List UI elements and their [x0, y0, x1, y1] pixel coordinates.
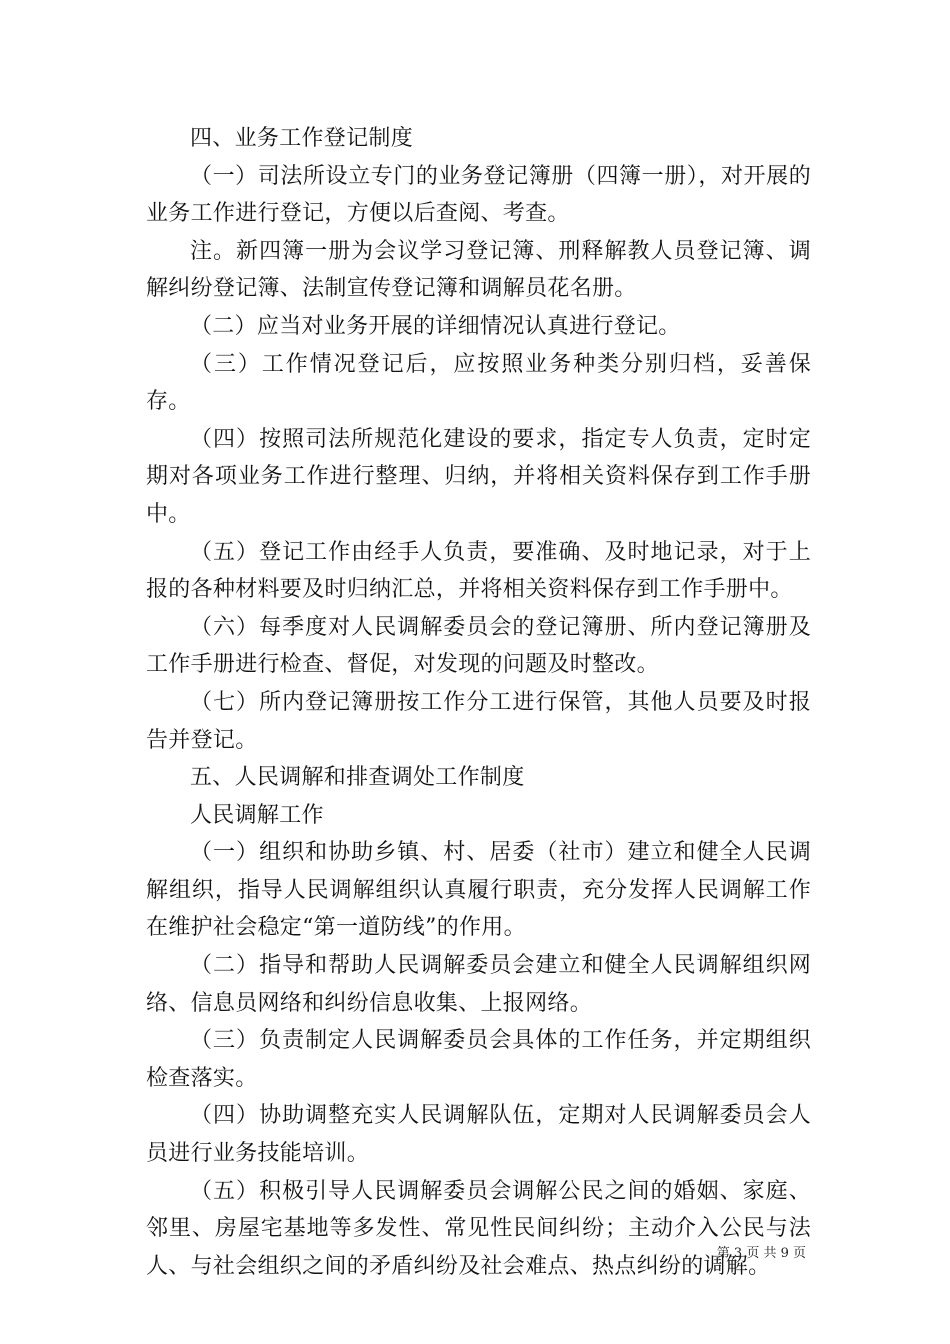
paragraph: （七）所内登记簿册按工作分工进行保管，其他人员要及时报告并登记。	[146, 689, 811, 753]
paragraph: （五）积极引导人民调解委员会调解公民之间的婚姻、家庭、邻里、房屋宅基地等多发性、常见性民间纠纷；主动介入公民与法人、与社会组织之间的矛盾纠纷及社会难点、热点纠纷的调解。	[146, 1178, 811, 1279]
paragraph: （四）按照司法所规范化建设的要求，指定专人负责，定时定期对各项业务工作进行整理、归纳，并将相关资料保存到工作手册中。	[146, 426, 811, 527]
section-heading-mediation: 五、人民调解和排查调处工作制度	[190, 765, 525, 791]
paragraph: （六）每季度对人民调解委员会的登记簿册、所内登记簿册及工作手册进行检查、督促，对发现的问题及时整改。	[146, 614, 811, 678]
page-number: 第 3 页 共 9 页	[716, 1246, 806, 1261]
paragraph: （二）应当对业务开展的详细情况认真进行登记。	[190, 313, 681, 339]
paragraph: （二）指导和帮助人民调解委员会建立和健全人民调解组织网络、信息员网络和纠纷信息收集、上报网络。	[146, 953, 811, 1016]
paragraph: （一）司法所设立专门的业务登记簿册（四簿一册），对开展的业务工作进行登记，方便以后查阅、考查。	[146, 163, 811, 227]
paragraph: （一）组织和协助乡镇、村、居委（社市）建立和健全人民调解组织，指导人民调解组织认真履行职责，充分发挥人民调解工作在维护社会稳定“第一道防线”的作用。	[146, 840, 811, 941]
paragraph: （三）负责制定人民调解委员会具体的工作任务，并定期组织检查落实。	[146, 1028, 811, 1091]
section-heading-registration: 四、业务工作登记制度	[190, 126, 414, 151]
subsection-heading: 人民调解工作	[190, 802, 324, 828]
paragraph: （三）工作情况登记后，应按照业务种类分别归档，妥善保存。	[146, 351, 811, 415]
paragraph-note: 注。新四簿一册为会议学习登记簿、刑释解教人员登记簿、调解纠纷登记簿、法制宣传登记簿和调解员花名册。	[146, 238, 811, 302]
paragraph: （四）协助调整充实人民调解队伍，定期对人民调解委员会人员进行业务技能培训。	[146, 1103, 811, 1167]
paragraph: （五）登记工作由经手人负责，要准确、及时地记录，对于上报的各种材料要及时归纳汇总，并将相关资料保存到工作手册中。	[146, 539, 811, 603]
document-body	[146, 120, 811, 1285]
